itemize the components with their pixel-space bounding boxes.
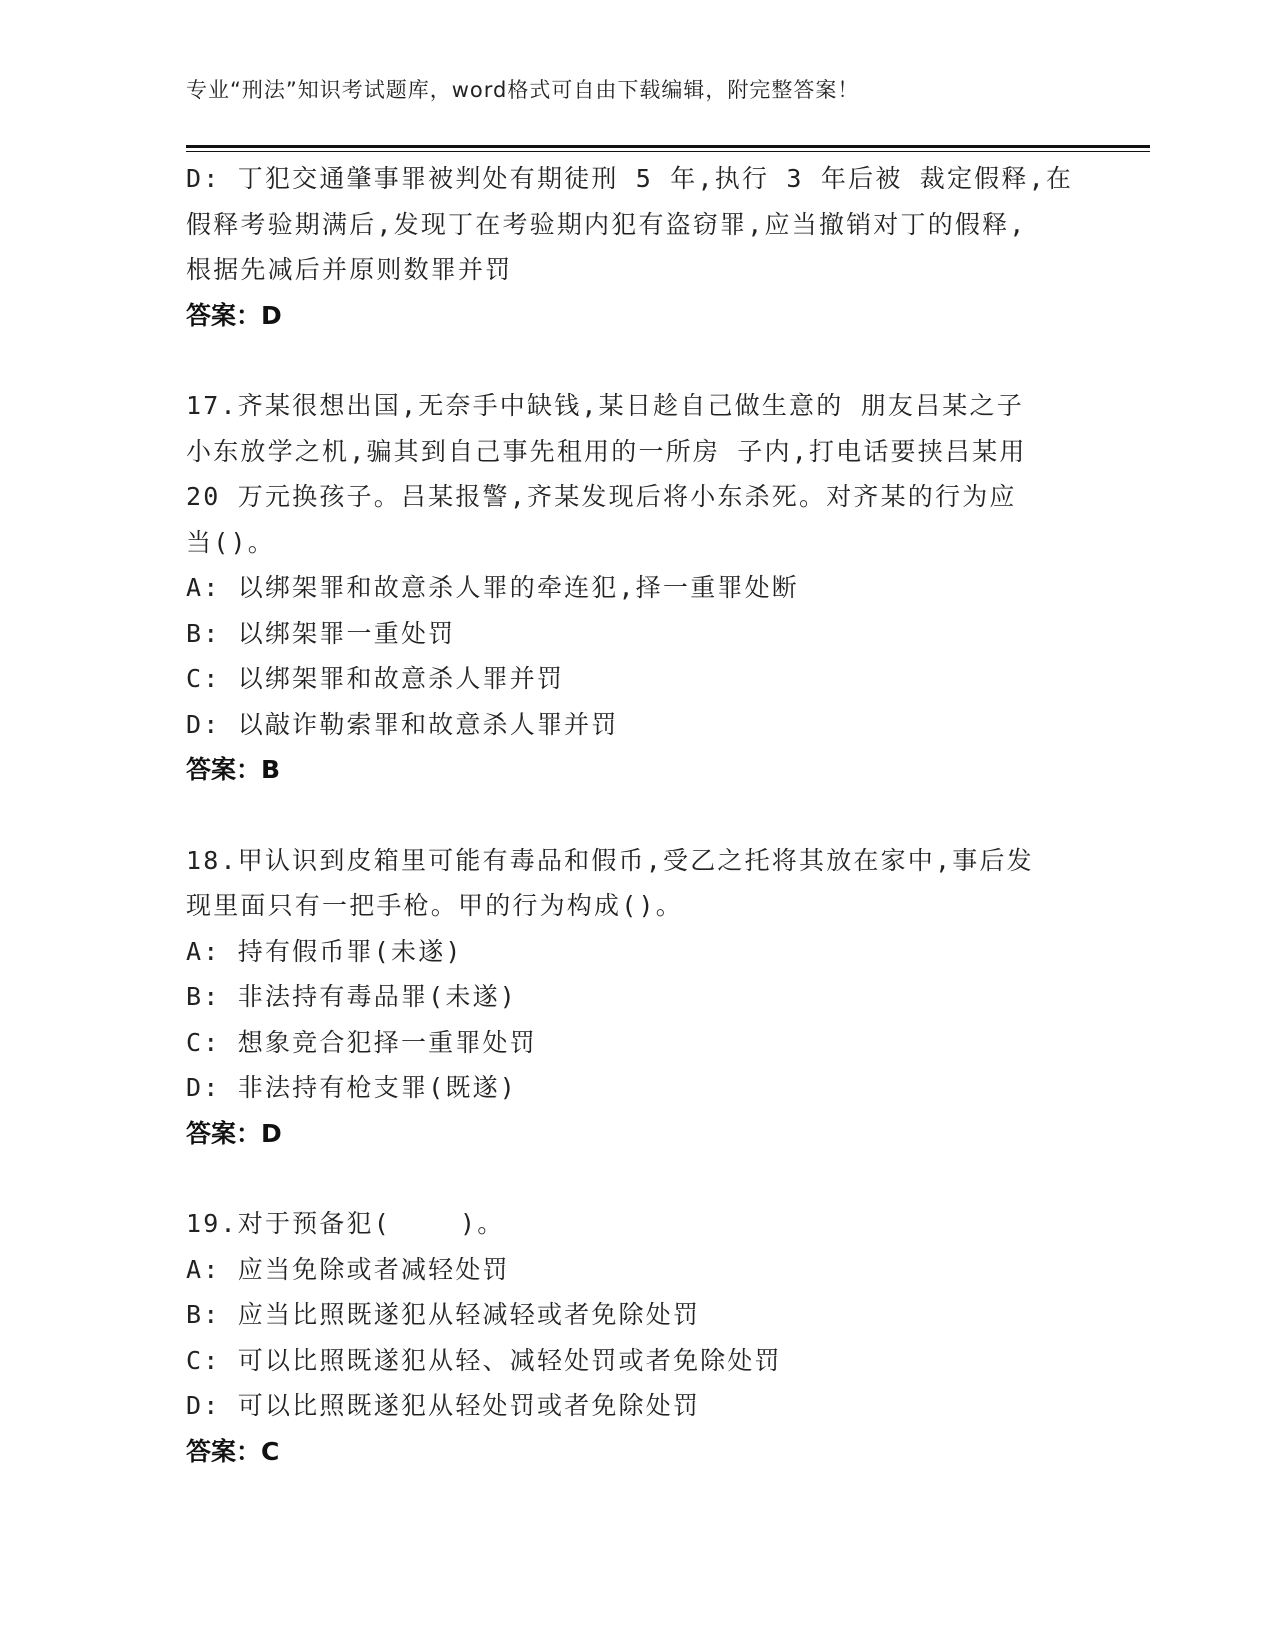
answer-line: 答案：B [186,755,281,784]
question-text: 18.甲认识到皮箱里可能有毒品和假币,受乙之托将其放在家中,事后发 [186,845,1034,875]
question-list [186,156,1106,1474]
option-a: A: 应当免除或者减轻处罚 [186,1254,510,1284]
option-c: C: 可以比照既遂犯从轻、减轻处罚或者免除处罚 [186,1345,782,1375]
question-text: 19.对于预备犯( )。 [186,1209,505,1238]
question-block-17 [186,383,1106,793]
option-b: B: 以绑架罪一重处罚 [186,618,456,648]
option-c: C: 想象竞合犯择一重罪处罚 [186,1027,537,1057]
option-b: B: 应当比照既遂犯从轻减轻或者免除处罚 [186,1300,701,1329]
page-header: 专业“刑法”知识考试题库，word格式可自由下载编辑，附完整答案！ [186,78,860,102]
question-block-18 [186,838,1106,1157]
option-d: D: 以敲诈勒索罪和故意杀人罪并罚 [186,709,619,739]
question-block-19 [186,1201,1106,1474]
question-block-16 [186,156,1106,338]
question-text: 当()。 [186,527,275,557]
option-d: D: 非法持有枪支罪(既遂) [186,1073,518,1102]
header-rule-thick [186,145,1150,148]
question-line: D: 丁犯交通肇事罪被判处有期徒刑 5 年,执行 3 年后被 裁定假释,在 [186,164,1074,193]
question-text: 现里面只有一把手枪。甲的行为构成()。 [186,891,683,920]
option-c: C: 以绑架罪和故意杀人罪并罚 [186,664,565,693]
question-text: 17.齐某很想出国,无奈手中缺钱,某日趁自己做生意的 朋友吕某之子 [186,391,1024,420]
option-a: A: 持有假币罪(未遂) [186,936,463,966]
question-text: 20 万元换孩子。吕某报警,齐某发现后将小东杀死。对齐某的行为应 [186,482,1017,511]
question-line: 假释考验期满后,发现丁在考验期内犯有盗窃罪,应当撤销对丁的假释, [186,209,1027,239]
option-d: D: 可以比照既遂犯从轻处罚或者免除处罚 [186,1391,701,1420]
question-line: 根据先减后并原则数罪并罚 [186,255,513,284]
option-a: A: 以绑架罪和故意杀人罪的牵连犯,择一重罪处断 [186,573,800,602]
answer-line: 答案：C [186,1436,280,1466]
answer-line: 答案：D [186,1118,282,1148]
question-text: 小东放学之机,骗其到自己事先租用的一所房 子内,打电话要挟吕某用 [186,436,1027,466]
option-b: B: 非法持有毒品罪(未遂) [186,982,518,1011]
header-rule-thin [186,151,1150,152]
answer-line: 答案：D [186,300,282,330]
